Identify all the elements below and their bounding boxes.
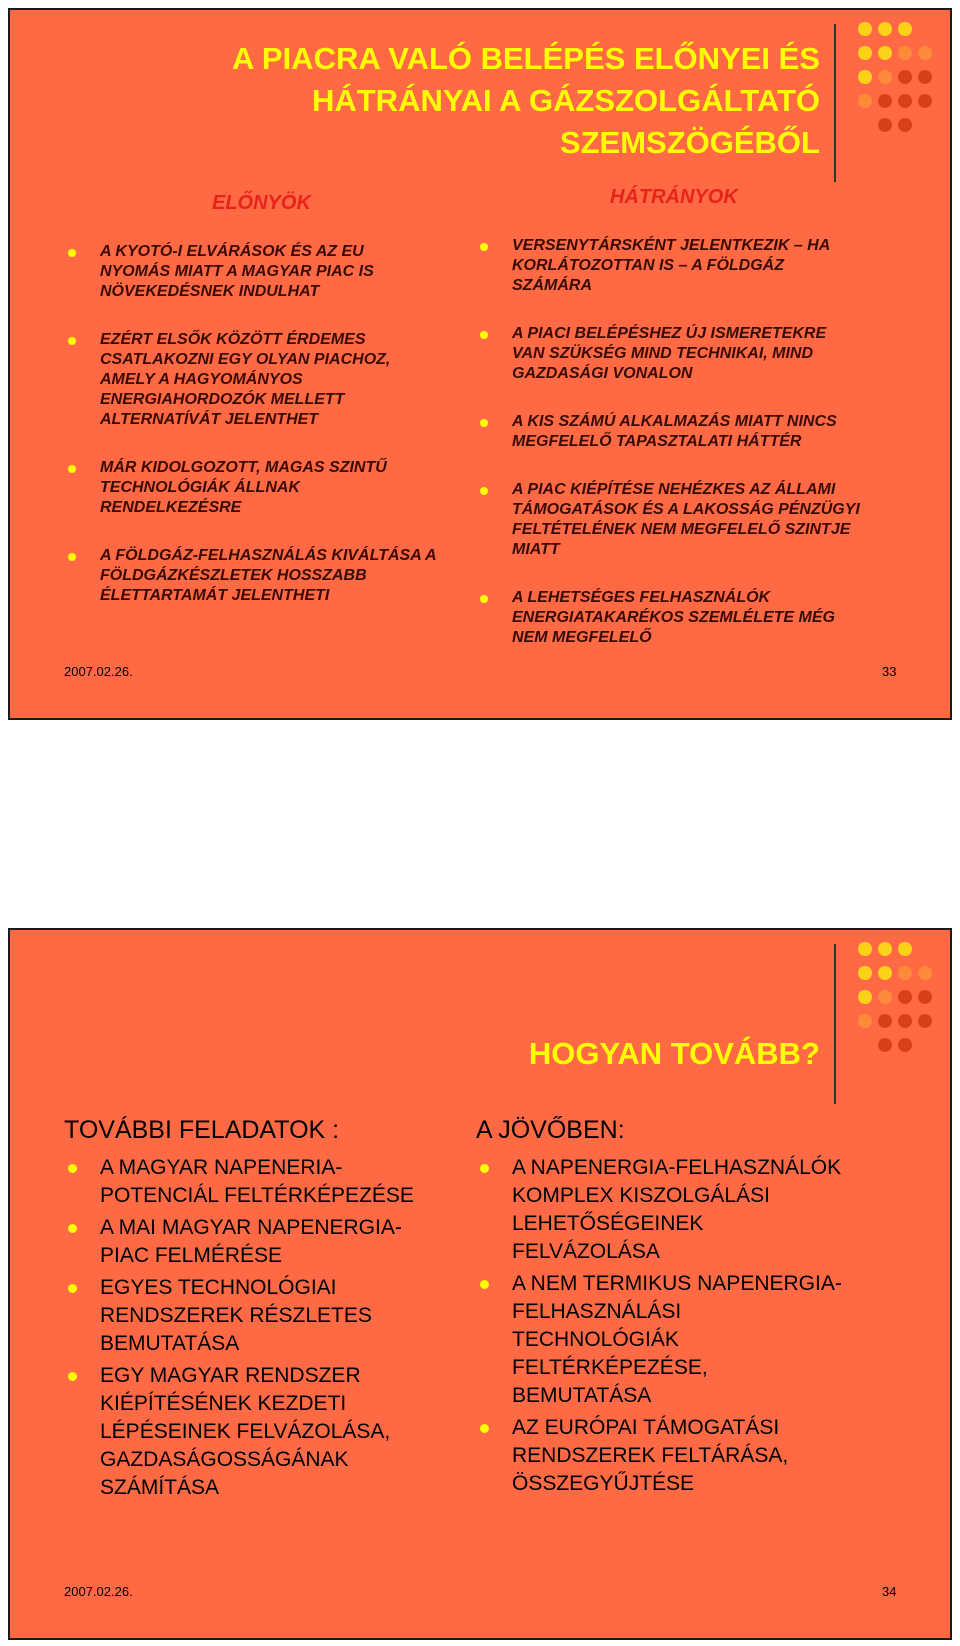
- decorative-dot: [878, 942, 892, 956]
- disadvantages-list: [480, 236, 860, 676]
- list-item-text: A KIS SZÁMÚ ALKALMAZÁS MIATT NINCS MEGFELELŐ TAPASZTALATI HÁTTÉR: [512, 413, 837, 450]
- disadvantages-heading: HÁTRÁNYOK: [610, 186, 738, 208]
- list-item-text: AZ EURÓPAI TÁMOGATÁSI RENDSZEREK FELTÁRÁSA, ÖSSZEGYŰJTÉSE: [512, 1416, 789, 1495]
- list-item-text: A NAPENERGIA-FELHASZNÁLÓK KOMPLEX KISZOLGÁLÁSI LEHETŐSÉGEINEK FELVÁZOLÁSA: [512, 1156, 842, 1263]
- decorative-dot: [918, 966, 932, 980]
- list-item-text: A NEM TERMIKUS NAPENERGIA-FELHASZNÁLÁSI TECHNOLÓGIÁK FELTÉRKÉPEZÉSE, BEMUTATÁSA: [512, 1272, 842, 1407]
- list-item-text: EZÉRT ELSŐK KÖZÖTT ÉRDEMES CSATLAKOZNI EGY OLYAN PIACHOZ, AMELY A HAGYOMÁNYOS ENERGIAHORDOZÓK MELLETT ALTERNATÍVÁT JELENTHET: [100, 331, 391, 428]
- bullet-icon: [68, 249, 76, 257]
- list-item-text: A MAI MAGYAR NAPENERGIA-PIAC FELMÉRÉSE: [100, 1216, 402, 1267]
- bullet-icon: [68, 1372, 77, 1381]
- advantages-list: [68, 242, 438, 634]
- list-item: [480, 324, 860, 384]
- list-item: [68, 242, 438, 302]
- list-item-text: MÁR KIDOLGOZOTT, MAGAS SZINTŰ TECHNOLÓGIÁK ÁLLNAK RENDELKEZÉSRE: [100, 459, 387, 516]
- decorative-dot: [898, 1014, 912, 1028]
- list-item: [480, 1270, 850, 1410]
- decorative-dot: [878, 1014, 892, 1028]
- bullet-icon: [68, 1164, 77, 1173]
- slide-date: 2007.02.26.: [64, 1584, 133, 1599]
- bullet-icon: [68, 465, 76, 473]
- list-item: [480, 236, 860, 296]
- bullet-icon: [480, 1424, 489, 1433]
- list-item-text: A PIAC KIÉPÍTÉSE NEHÉZKES AZ ÁLLAMI TÁMOGATÁSOK ÉS A LAKOSSÁG PÉNZÜGYI FELTÉTELÉNEK NEM MEGFELELŐ SZINTJE MIATT: [512, 481, 860, 558]
- decorative-dot: [858, 990, 872, 1004]
- list-item: [68, 1274, 448, 1358]
- slide-title: HOGYAN TOVÁBB?: [528, 1036, 820, 1071]
- bullet-icon: [480, 1280, 489, 1289]
- decorative-dot: [878, 966, 892, 980]
- divider-line: [834, 944, 836, 1104]
- slide-number: 34: [882, 1584, 897, 1599]
- slide-34: [8, 928, 952, 1640]
- list-item-text: A LEHETSÉGES FELHASZNÁLÓK ENERGIATAKARÉKOS SZEMLÉLETE MÉG NEM MEGFELELŐ: [512, 589, 835, 646]
- list-item: [68, 546, 438, 606]
- bullet-icon: [480, 595, 488, 603]
- list-item-text: A KYOTÓ-I ELVÁRÁSOK ÉS AZ EU NYOMÁS MIATT A MAGYAR PIAC IS NÖVEKEDÉSNEK INDULHAT: [100, 243, 374, 300]
- decorative-dot: [858, 1014, 872, 1028]
- bullet-icon: [68, 1224, 77, 1233]
- decorative-dot: [898, 990, 912, 1004]
- tasks-list: [68, 1154, 448, 1506]
- future-heading: A JÖVŐBEN:: [476, 1116, 625, 1144]
- title-line: SZEMSZÖGÉBŐL: [559, 125, 820, 160]
- list-item-text: A FÖLDGÁZ-FELHASZNÁLÁS KIVÁLTÁSA A FÖLDGÁZKÉSZLETEK HOSSZABB ÉLETTARTAMÁT JELENTHETI: [100, 547, 436, 604]
- decorative-dot: [918, 990, 932, 1004]
- slide-date: 2007.02.26.: [64, 664, 133, 679]
- bullet-icon: [480, 487, 488, 495]
- slide-33: [8, 8, 952, 720]
- bullet-icon: [68, 553, 76, 561]
- list-item-text: EGY MAGYAR RENDSZER KIÉPÍTÉSÉNEK KEZDETI LÉPÉSEINEK FELVÁZOLÁSA, GAZDASÁGOSSÁGÁNAK SZÁMÍTÁSA: [100, 1364, 391, 1499]
- bullet-icon: [480, 243, 488, 251]
- list-item: [68, 330, 438, 430]
- decorative-dot: [898, 22, 912, 36]
- list-item-text: A MAGYAR NAPENERIA-POTENCIÁL FELTÉRKÉPEZÉSE: [100, 1156, 414, 1207]
- decorative-dot: [858, 46, 872, 60]
- decorative-dots: [858, 942, 948, 1082]
- list-item: [480, 1414, 850, 1498]
- list-item: [68, 1154, 448, 1210]
- list-item: [68, 1362, 448, 1502]
- decorative-dot: [878, 70, 892, 84]
- title-line: A PIACRA VALÓ BELÉPÉS ELŐNYEI ÉS: [232, 41, 820, 76]
- decorative-dot: [858, 70, 872, 84]
- list-item: [68, 1214, 448, 1270]
- decorative-dot: [898, 46, 912, 60]
- decorative-dot: [898, 70, 912, 84]
- decorative-dot: [918, 70, 932, 84]
- slide-number: 33: [882, 664, 897, 679]
- decorative-dot: [878, 94, 892, 108]
- list-item-text: VERSENYTÁRSKÉNT JELENTKEZIK – HA KORLÁTOZOTTAN IS – A FÖLDGÁZ SZÁMÁRA: [512, 237, 830, 294]
- decorative-dot: [878, 118, 892, 132]
- slide-title: [232, 38, 820, 164]
- bullet-icon: [68, 337, 76, 345]
- list-item: [480, 412, 860, 452]
- list-item-text: EGYES TECHNOLÓGIAI RENDSZEREK RÉSZLETES BEMUTATÁSA: [100, 1276, 372, 1355]
- future-list: [480, 1154, 850, 1502]
- decorative-dot: [858, 94, 872, 108]
- tasks-heading: TOVÁBBI FELADATOK :: [64, 1116, 340, 1144]
- decorative-dot: [898, 94, 912, 108]
- divider-line: [834, 24, 836, 182]
- decorative-dot: [898, 118, 912, 132]
- bullet-icon: [68, 1284, 77, 1293]
- title-line: HÁTRÁNYAI A GÁZSZOLGÁLTATÓ: [311, 83, 820, 118]
- bullet-icon: [480, 419, 488, 427]
- list-item: [480, 1154, 850, 1266]
- decorative-dot: [878, 22, 892, 36]
- decorative-dot: [858, 966, 872, 980]
- decorative-dot: [918, 46, 932, 60]
- decorative-dot: [898, 1038, 912, 1052]
- decorative-dot: [858, 942, 872, 956]
- decorative-dot: [878, 46, 892, 60]
- list-item-text: A PIACI BELÉPÉSHEZ ÚJ ISMERETEKRE VAN SZÜKSÉG MIND TECHNIKAI, MIND GAZDASÁGI VONALON: [512, 325, 827, 382]
- decorative-dot: [878, 1038, 892, 1052]
- list-item: [68, 458, 438, 518]
- decorative-dot: [918, 1014, 932, 1028]
- bullet-icon: [480, 331, 488, 339]
- decorative-dot: [898, 966, 912, 980]
- decorative-dot: [878, 990, 892, 1004]
- decorative-dots: [858, 22, 948, 162]
- decorative-dot: [898, 942, 912, 956]
- list-item: [480, 480, 860, 560]
- decorative-dot: [858, 22, 872, 36]
- list-item: [480, 588, 860, 648]
- advantages-heading: ELŐNYÖK: [212, 192, 311, 214]
- decorative-dot: [918, 94, 932, 108]
- bullet-icon: [480, 1164, 489, 1173]
